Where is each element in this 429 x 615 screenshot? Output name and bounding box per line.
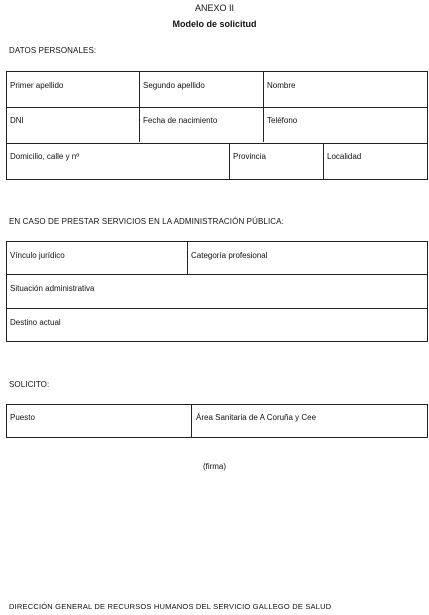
solicito-table (6, 404, 428, 438)
form-title: Modelo de solicitud (172, 19, 257, 29)
situacion-administrativa-field[interactable]: Situación administrativa (10, 284, 95, 293)
domicilio-field[interactable]: Domicilio, calle y nº (10, 152, 80, 161)
provincia-field[interactable]: Provincia (233, 152, 266, 161)
puesto-field[interactable]: Puesto (10, 413, 35, 422)
dni-field[interactable]: DNI (10, 116, 24, 125)
solicito-heading: SOLICITO: (9, 380, 50, 389)
vinculo-juridico-field[interactable]: Vínculo jurídico (10, 251, 65, 260)
localidad-field[interactable]: Localidad (327, 152, 362, 161)
personal-data-table (6, 71, 428, 180)
destino-actual-field[interactable]: Destino actual (10, 318, 61, 327)
signature-label: (firma) (202, 462, 227, 471)
primer-apellido-field[interactable]: Primer apellido (10, 81, 64, 90)
fecha-nacimiento-field[interactable]: Fecha de nacimiento (143, 116, 218, 125)
public-service-heading: EN CASO DE PRESTAR SERVICIOS EN LA ADMINISTRACIÓN PÚBLICA: (9, 217, 284, 226)
area-sanitaria-field[interactable]: Área Sanitaria de A Coruña y Cee (196, 413, 317, 422)
telefono-field[interactable]: Teléfono (267, 116, 298, 125)
annex-label: ANEXO II (194, 3, 234, 13)
footer-addressee: DIRECCIÓN GENERAL DE RECURSOS HUMANOS DEL SERVICIO GALLEGO DE SALUD (9, 602, 332, 611)
nombre-field[interactable]: Nombre (267, 81, 296, 90)
public-service-table (6, 241, 428, 342)
segundo-apellido-field[interactable]: Segundo apellido (143, 81, 205, 90)
categoria-profesional-field[interactable]: Categoría profesional (191, 251, 268, 260)
personal-data-heading: DATOS PERSONALES: (9, 46, 97, 55)
